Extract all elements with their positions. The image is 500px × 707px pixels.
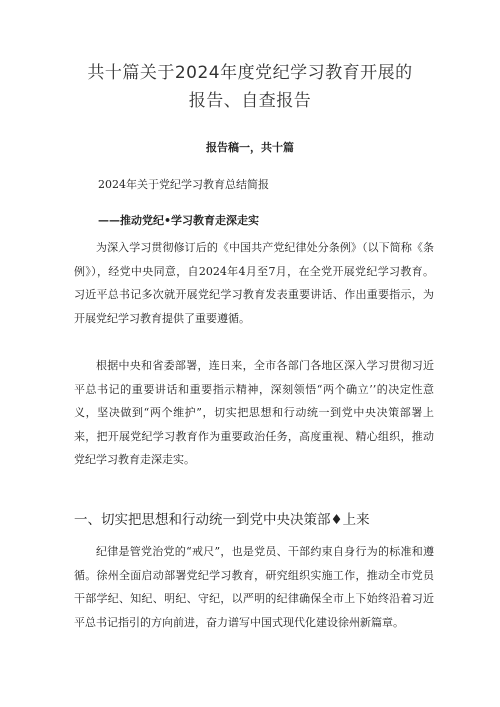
report-subtitle: 2024年关于党纪学习教育总结简报 [98, 178, 269, 191]
section-heading: 报告稿一，共十篇 [206, 141, 294, 154]
report-tagline: ——推动党纪•学习教育走深走实 [98, 214, 260, 227]
heading-section-one: 一、切实把思想和行动统一到党中央决策部♦上来 [74, 512, 370, 528]
document-title-line2: 报告、自查报告 [188, 91, 312, 111]
paragraph-discipline: 纪律是管党治党的“戒尺”，也是党员、干部约束自身行为的标准和遵循。徐州全面启动部署党纪学习教育，研究组织实施工作，推动全市党员干部学纪、知纪、明纪、守纪，以严明的纪律确保全市上下始终沿着习近平总书记指引的方向前进，奋力谱写中国式现代化建设徐州新篇章。 [74, 545, 434, 629]
document-title-line1: 共十篇关于2024年度党纪学习教育开展的 [87, 63, 413, 83]
paragraph-deployment: 根据中央和省委部署，连日来，全市各部门各地区深入学习贯彻习近平总书记的重要讲话和重要指示精神，深刻领悟“两个确立’’的决定性意义，坚决做到“两个维护”，切实把思想和行动统一到党中央决策部署上来，把开展党纪学习教育作为重要政治任务，高度重视、精心组织，推动党纪学习教育走深走实。 [74, 359, 434, 466]
paragraph-intro: 为深入学习贯彻修订后的《中国共产党纪律处分条例》（以下简称《条例》），经党中央同意，自2024年4月至7月，在全党开展党纪学习教育。习近平总书记多次就开展党纪学习教育发表重要讲话、作出重要指示，为开展党纪学习教育提供了重要遵循。 [74, 241, 434, 325]
